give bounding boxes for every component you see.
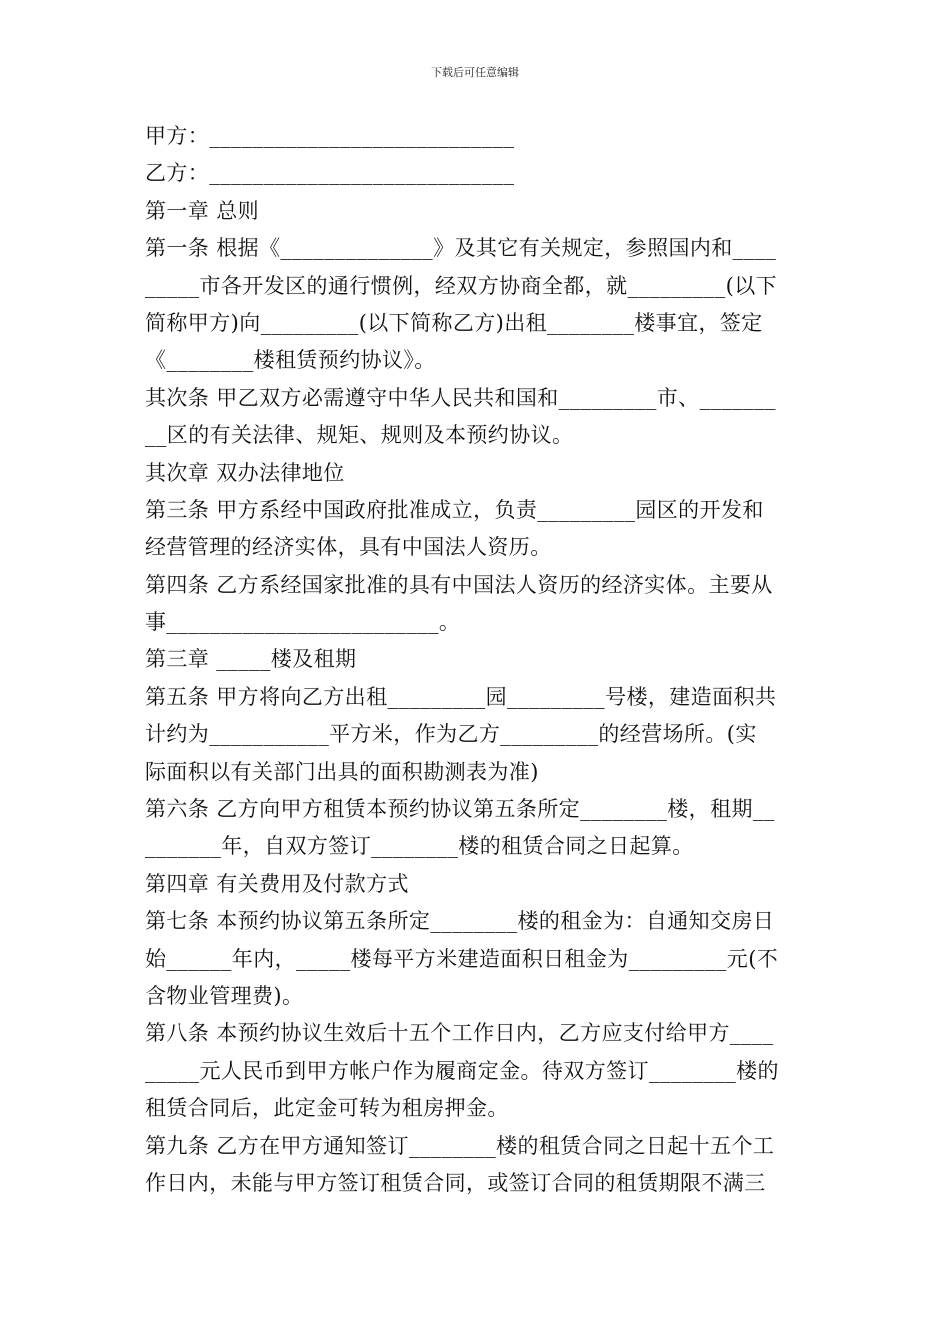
article-3-line-2: 经营管理的经济实体，具有中国法人资历。: [145, 535, 552, 560]
article-4-line-1: 第四条 乙方系经国家批准的具有中国法人资历的经济实体。主要从: [145, 572, 773, 597]
article-8-line-3: 租赁合同后，此定金可转为租房押金。: [145, 1096, 509, 1121]
article-7-line-2: 始______年内，_____楼每平方米建造面积日租金为_________元(不: [145, 946, 779, 971]
chapter-2-heading: 其次章 双办法律地位: [145, 460, 345, 485]
article-5-line-1: 第五条 甲方将向乙方出租_________园_________号楼，建造面积共: [145, 684, 777, 709]
document-body: [145, 118, 809, 1202]
article-2-line-2: __区的有关法律、规矩、规则及本预约协议。: [145, 423, 574, 448]
page-header-note: 下载后可任意编辑: [431, 66, 519, 79]
article-1-line-2: _____市各开发区的通行惯例，经双方协商全都，就_________(以下: [145, 273, 777, 298]
article-5-line-3: 际面积以有关部门出具的面积勘测表为准): [145, 759, 539, 784]
article-1-line-4: 《________楼租赁预约协议》。: [145, 348, 436, 373]
chapter-3-heading: 第三章 _____楼及租期: [145, 647, 357, 672]
article-6-line-2: _______年，自双方签订________楼的租赁合同之日起算。: [145, 834, 694, 859]
article-4-line-2: 事_________________________。: [145, 610, 461, 635]
article-8-line-1: 第八条 本预约协议生效后十五个工作日内，乙方应支付给甲方____: [145, 1021, 774, 1046]
article-5-line-2: 计约为___________平方米，作为乙方_________的经营场所。(实: [145, 722, 757, 747]
article-1-line-1: 第一条 根据《______________》及其它有关规定，参照国内和____: [145, 236, 777, 261]
article-3-line-1: 第三条 甲方系经中国政府批准成立，负责_________园区的开发和: [145, 497, 764, 522]
article-8-line-2: _____元人民币到甲方帐户作为履商定金。待双方签订________楼的: [145, 1058, 779, 1083]
article-7-line-3: 含物业管理费)。: [145, 983, 304, 1008]
article-9-line-2: 作日内，未能与甲方签订租赁合同，或签订合同的租赁期限不满三: [145, 1170, 766, 1195]
chapter-1-heading: 第一章 总则: [145, 198, 260, 223]
party-b-line: 乙方：____________________________: [145, 161, 515, 186]
article-9-line-1: 第九条 乙方在甲方通知签订________楼的租赁合同之日起十五个工: [145, 1133, 775, 1158]
chapter-4-heading: 第四章 有关费用及付款方式: [145, 871, 409, 896]
article-2-line-1: 其次条 甲乙双方必需遵守中华人民共和国和_________市、_______: [145, 385, 776, 410]
article-1-line-3: 简称甲方)向_________(以下简称乙方)出租________楼事宜，签定: [145, 310, 763, 335]
party-a-line: 甲方：____________________________: [145, 124, 515, 148]
article-7-line-1: 第七条 本预约协议第五条所定________楼的租金为：自通知交房日: [145, 909, 775, 934]
article-6-line-1: 第六条 乙方向甲方租赁本预约协议第五条所定________楼，租期__: [145, 797, 775, 822]
